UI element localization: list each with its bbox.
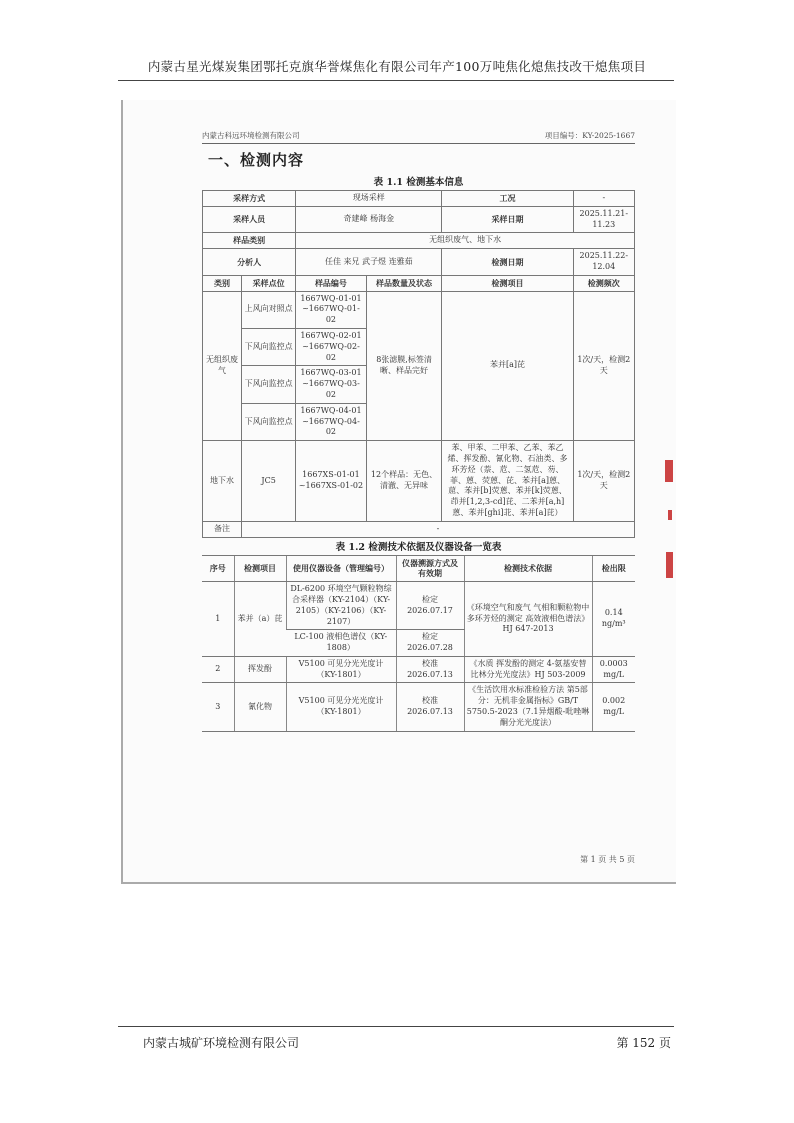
item-cell: 氰化物 <box>234 683 286 731</box>
table-row <box>203 291 635 328</box>
sampling-date-label: 采样日期 <box>442 206 573 233</box>
header-rule <box>118 80 674 81</box>
sample-type: 无组织废气、地下水 <box>296 233 635 249</box>
test-date-label: 检测日期 <box>442 249 573 276</box>
col-header: 检测技术依据 <box>464 555 592 582</box>
trace-cell: 检定 2026.07.17 <box>396 582 464 630</box>
inner-page-number: 第 1 页 共 5 页 <box>580 855 635 864</box>
col-header: 使用仪器设备（管理编号） <box>286 555 396 582</box>
table-row <box>202 683 635 731</box>
sampling-date: 2025.11.21-11.23 <box>573 206 634 233</box>
col-header: 检测频次 <box>573 275 634 291</box>
trace-cell: 检定 2026.07.28 <box>396 630 464 657</box>
col-header: 检出限 <box>592 555 635 582</box>
table-row <box>203 191 635 207</box>
sample-id-cell: 1667WQ-02-01 ~1667WQ-02-02 <box>296 328 366 365</box>
col-header: 采样点位 <box>241 275 295 291</box>
col-header: 检测项目 <box>234 555 286 582</box>
table-row <box>203 441 635 522</box>
limit-cell: 0.002 mg/L <box>592 683 635 731</box>
table-row <box>203 521 635 537</box>
table1-caption: 表 1.1 检测基本信息 <box>373 177 464 188</box>
col-header: 样品编号 <box>296 275 366 291</box>
items-cell: 苯并[a]芘 <box>442 291 573 441</box>
table-row <box>203 233 635 249</box>
table2-caption: 表 1.2 检测技术依据及仪器设备一览表 <box>335 541 502 553</box>
analyst: 任佳 来兄 武子煜 连雅茹 <box>296 249 442 276</box>
sampler: 奇建峰 杨海金 <box>296 206 442 233</box>
sample-id-cell: 1667XS-01-01 ~1667XS-01-02 <box>296 441 366 522</box>
method-equipment-table <box>202 555 635 732</box>
basis-cell: 《环境空气和废气 气相和颗粒物中多环芳烃的测定 高效液相色谱法》HJ 647-2013 <box>464 582 592 657</box>
col-header: 类别 <box>203 275 242 291</box>
device-cell: V5100 可见分光光度计（KY-1801） <box>286 656 396 683</box>
sample-id-cell: 1667WQ-01-01 ~1667WQ-01-02 <box>296 291 366 328</box>
footer-company: 内蒙古城矿环境检测有限公司 <box>143 1036 300 1050</box>
section-title: 一、检测内容 <box>208 151 305 169</box>
device-cell: V5100 可见分光光度计（KY-1801） <box>286 683 396 731</box>
sample-id-cell: 1667WQ-04-01 ~1667WQ-04-02 <box>296 403 366 440</box>
report-org-line <box>202 130 635 144</box>
device-cell: DL-6200 环境空气颗粒物综合采样器（KY-2104）（KY-2105）（KY-2106）（KY-2107） <box>286 582 396 630</box>
freq-cell: 1次/天，检测2天 <box>573 291 634 441</box>
point-cell: 下风向监控点 <box>241 328 295 365</box>
freq-cell: 1次/天，检测2天 <box>573 441 634 522</box>
limit-cell: 0.0003 mg/L <box>592 656 635 683</box>
seq-cell: 1 <box>202 582 234 657</box>
point-cell: 下风向监控点 <box>241 366 295 403</box>
scanned-report-page <box>121 100 676 884</box>
footer-rule <box>118 1026 674 1027</box>
sampler-label: 采样人员 <box>203 206 296 233</box>
qty-cell: 12个样品：无色、清澈、无异味 <box>366 441 442 522</box>
remark-label: 备注 <box>203 521 242 537</box>
footer-page: 第 152 页 <box>616 1036 671 1050</box>
condition-label: 工况 <box>442 191 573 207</box>
qty-cell: 8张滤膜,标签清晰、样品完好 <box>366 291 442 441</box>
table-header-row <box>202 555 635 582</box>
trace-cell: 校准 2026.07.13 <box>396 656 464 683</box>
category-cell: 地下水 <box>203 441 242 522</box>
sample-type-label: 样品类别 <box>203 233 296 249</box>
point-cell: 上风向对照点 <box>241 291 295 328</box>
category-cell: 无组织废气 <box>203 291 242 441</box>
project-number: 项目编号：KY-2025-1667 <box>544 131 635 140</box>
col-header: 仪器溯源方式及有效期 <box>396 555 464 582</box>
seq-cell: 2 <box>202 656 234 683</box>
item-cell: 苯并（a）芘 <box>234 582 286 657</box>
report-content <box>202 130 635 864</box>
table-row <box>203 206 635 233</box>
seq-cell: 3 <box>202 683 234 731</box>
stamp-fragment-icon <box>663 460 677 580</box>
report-org: 内蒙古科远环境检测有限公司 <box>202 131 300 140</box>
sampling-method-label: 采样方式 <box>203 191 296 207</box>
condition: - <box>573 191 634 207</box>
table-row <box>202 656 635 683</box>
test-date: 2025.11.22-12.04 <box>573 249 634 276</box>
col-header: 序号 <box>202 555 234 582</box>
basis-cell: 《水质 挥发酚的测定 4-氨基安替比林分光光度法》HJ 503-2009 <box>464 656 592 683</box>
col-header: 样品数量及状态 <box>366 275 442 291</box>
item-cell: 挥发酚 <box>234 656 286 683</box>
sampling-method: 现场采样 <box>296 191 442 207</box>
table-row <box>203 249 635 276</box>
remark: - <box>241 521 634 537</box>
point-cell: 下风向监控点 <box>241 403 295 440</box>
basic-info-table <box>202 190 635 538</box>
col-header: 检测项目 <box>442 275 573 291</box>
analyst-label: 分析人 <box>203 249 296 276</box>
point-cell: JC5 <box>241 441 295 522</box>
basis-cell: 《生活饮用水标准检验方法 第5部分：无机非金属指标》GB/T 5750.5-2023（7.1异烟酸-吡唑啉酮分光光度法） <box>464 683 592 731</box>
sample-id-cell: 1667WQ-03-01 ~1667WQ-03-02 <box>296 366 366 403</box>
table-header-row <box>203 275 635 291</box>
page-header: 内蒙古星光煤炭集团鄂托克旗华誉煤焦化有限公司年产100万吨焦化熄焦技改干熄焦项目 <box>147 59 647 74</box>
limit-cell: 0.14 ng/m³ <box>592 582 635 657</box>
table-row <box>202 582 635 630</box>
device-cell: LC-100 液相色谱仪（KY-1808） <box>286 630 396 657</box>
trace-cell: 校准 2026.07.13 <box>396 683 464 731</box>
items-cell: 苯、甲苯、二甲苯、乙苯、苯乙烯、挥发酚、氰化物、石油类、多环芳烃（萘、苊、二氢苊、芴、菲、蒽、荧蒽、芘、苯并[a]蒽、䓛、苯并[b]荧蒽、苯并[k]荧蒽、茚并[1,2,3-cd]芘、二苯并[a,h]蒽、苯并[ghi]苝、苯并[a]芘） <box>442 441 573 522</box>
